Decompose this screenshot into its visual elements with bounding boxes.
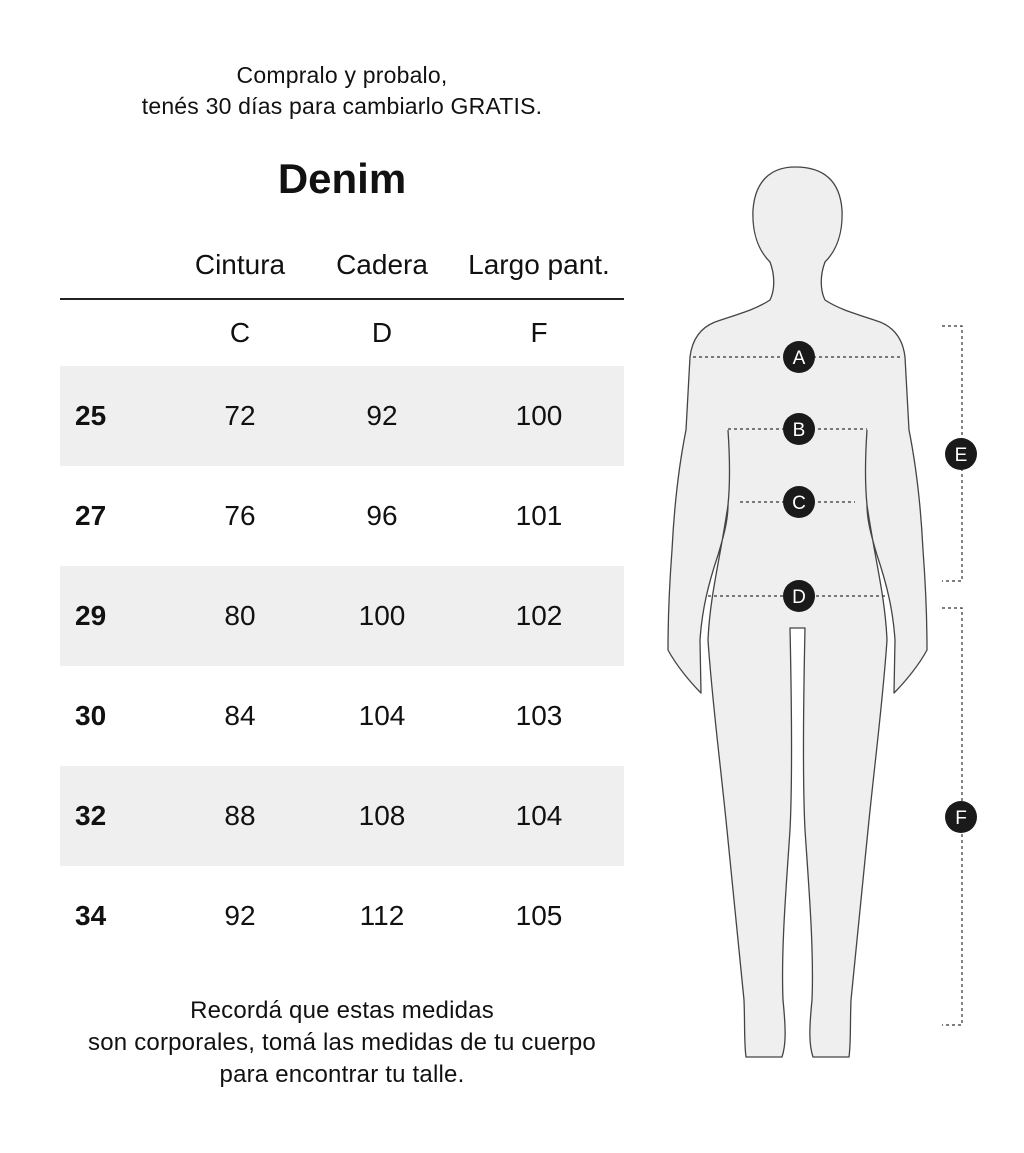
header-waist: Cintura — [194, 249, 286, 280]
table-row — [60, 366, 624, 466]
marker-f — [945, 801, 977, 833]
body-silhouette-svg — [640, 150, 1000, 1070]
size-label: 34 — [75, 900, 107, 931]
marker-c-label: C — [792, 493, 806, 514]
waist-value: 76 — [224, 500, 256, 531]
hip-value: 108 — [358, 800, 406, 831]
code-waist: C — [229, 317, 251, 348]
length-value: 104 — [515, 800, 563, 831]
table-header-row — [60, 232, 624, 300]
marker-b-label: B — [792, 420, 806, 441]
header-hip: Cadera — [336, 249, 428, 280]
marker-e-label: E — [954, 445, 968, 466]
page-title: Denim — [277, 155, 407, 202]
waist-value: 72 — [224, 400, 256, 431]
size-label: 30 — [75, 700, 107, 731]
table-row — [60, 466, 624, 566]
promo-line-1: Compralo y probalo, — [236, 62, 448, 88]
marker-d-label: D — [792, 587, 806, 608]
table-row — [60, 866, 624, 966]
body-measurement-figure — [640, 150, 1000, 1070]
marker-d — [783, 580, 815, 612]
promo-line-2: tenés 30 días para cambiarlo GRATIS. — [141, 93, 543, 119]
waist-value: 84 — [224, 700, 256, 731]
body-outline — [668, 167, 927, 1057]
table-row — [60, 766, 624, 866]
body-silhouette — [668, 167, 927, 1057]
length-value: 105 — [515, 900, 563, 931]
waist-value: 92 — [224, 900, 256, 931]
table-row — [60, 566, 624, 666]
header-length: Largo pant. — [468, 249, 610, 280]
marker-c — [783, 486, 815, 518]
hip-value: 92 — [366, 400, 398, 431]
code-length: F — [530, 317, 548, 348]
note-line-1: Recordá que estas medidas — [190, 997, 494, 1024]
hip-value: 100 — [358, 600, 406, 631]
marker-a-label: A — [792, 348, 806, 369]
table-code-row — [60, 300, 624, 366]
note-line-3: para encontrar tu talle. — [219, 1061, 465, 1088]
length-value: 102 — [515, 600, 563, 631]
marker-e — [945, 438, 977, 470]
promo-text — [60, 60, 624, 122]
length-value: 103 — [515, 700, 563, 731]
length-value: 100 — [515, 400, 563, 431]
marker-a — [783, 341, 815, 373]
hip-value: 112 — [359, 900, 405, 931]
hip-value: 96 — [366, 500, 398, 531]
size-label: 27 — [75, 500, 107, 531]
size-label: 29 — [75, 600, 107, 631]
size-table — [60, 232, 624, 966]
measurement-note — [50, 995, 634, 1091]
size-label: 32 — [75, 800, 107, 831]
size-label: 25 — [75, 400, 107, 431]
waist-value: 88 — [224, 800, 256, 831]
code-hip: D — [371, 317, 393, 348]
length-value: 101 — [515, 500, 563, 531]
note-line-2: son corporales, tomá las medidas de tu cuerpo — [88, 1029, 596, 1056]
hip-value: 104 — [358, 700, 406, 731]
table-row — [60, 666, 624, 766]
marker-b — [783, 413, 815, 445]
marker-f-label: F — [955, 808, 967, 829]
waist-value: 80 — [224, 600, 256, 631]
